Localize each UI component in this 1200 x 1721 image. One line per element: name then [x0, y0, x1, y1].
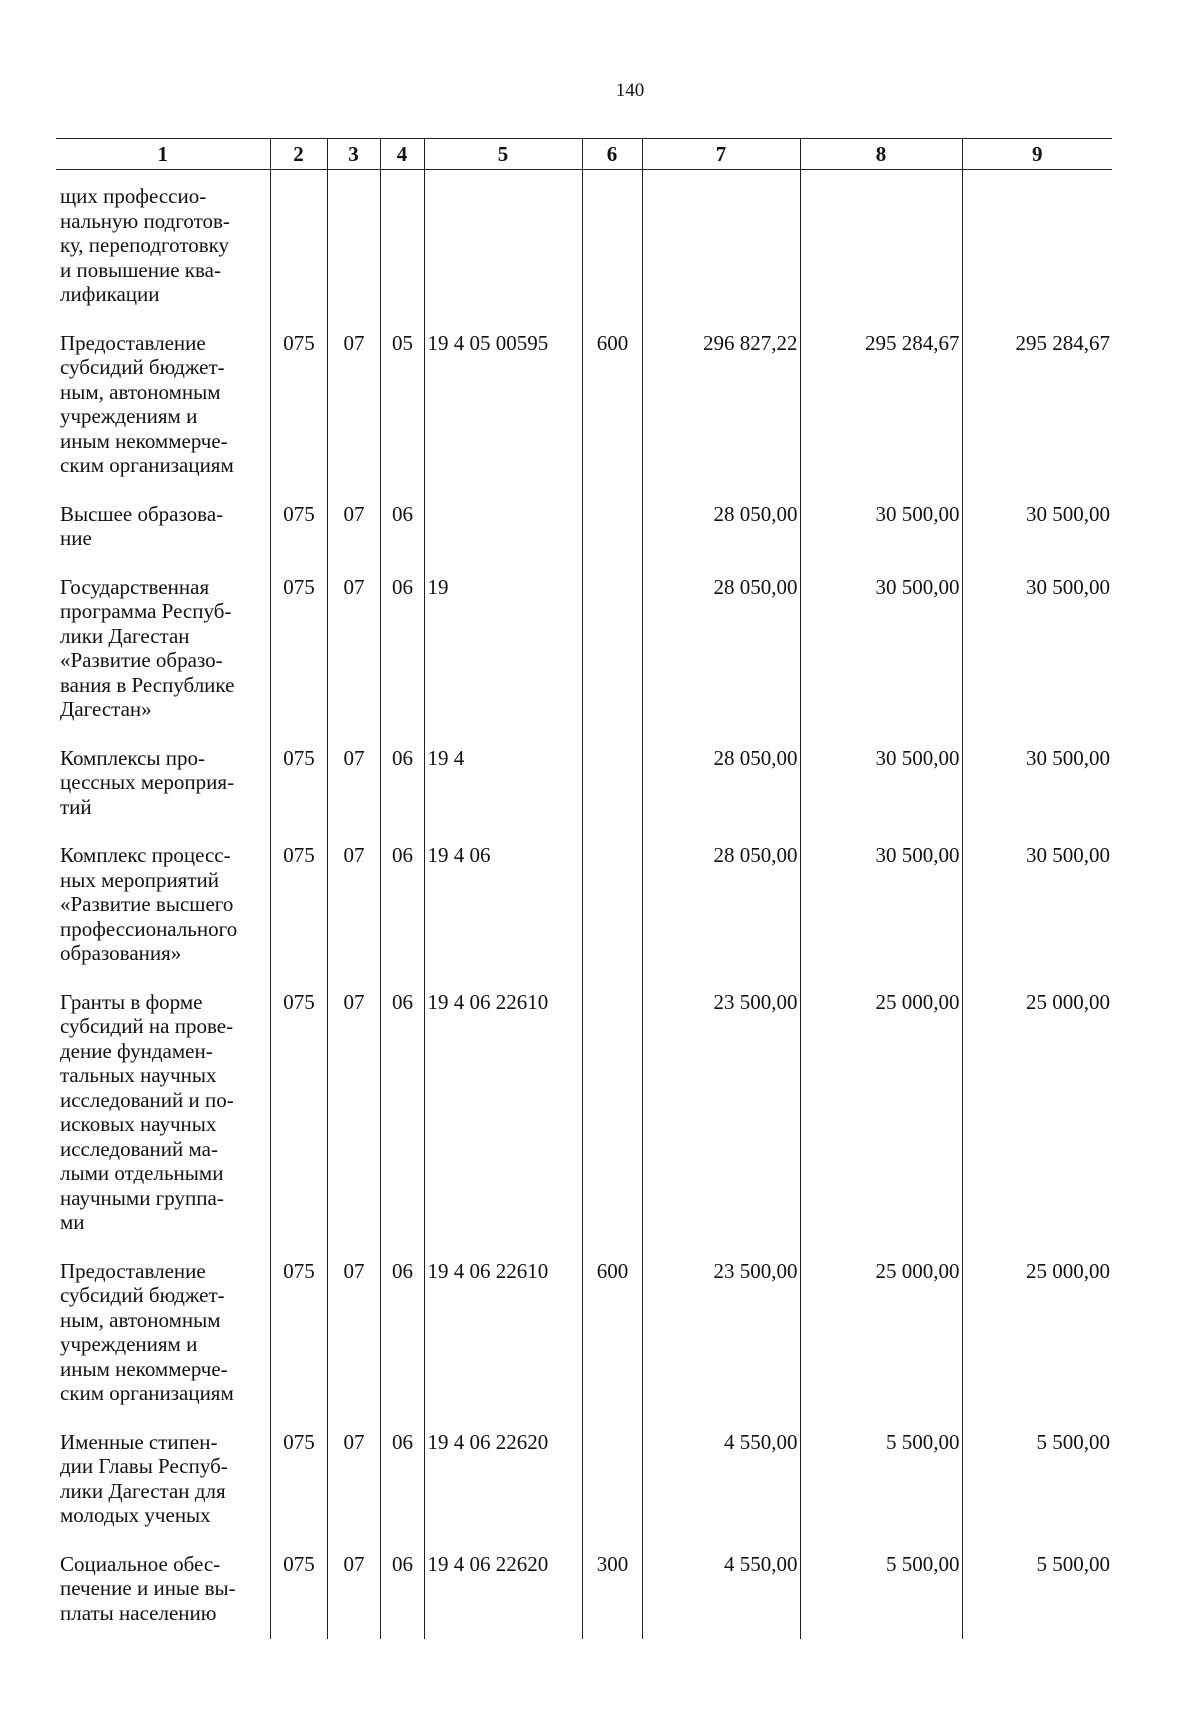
ministry-code-cell: 075: [270, 986, 327, 1255]
ministry-code-cell: 075: [270, 498, 327, 571]
amount-col9-cell: 5 500,00: [962, 1548, 1112, 1640]
table-row: [56, 498, 1112, 571]
subsection-code-cell: [380, 170, 424, 327]
table-row: [56, 742, 1112, 840]
table-row: [56, 327, 1112, 498]
column-header: 8: [800, 139, 962, 170]
amount-col8-cell: 25 000,00: [800, 1255, 962, 1426]
amount-col8-cell: 30 500,00: [800, 498, 962, 571]
expense-type-cell: 600: [582, 1255, 642, 1426]
amount-col9-cell: 30 500,00: [962, 839, 1112, 986]
column-header: 3: [327, 139, 380, 170]
amount-col7-cell: 23 500,00: [642, 986, 800, 1255]
target-article-cell: 19: [424, 571, 582, 742]
expense-type-cell: 600: [582, 327, 642, 498]
table-row: [56, 986, 1112, 1255]
line-item-name: Гранты в форме субсидий на прове- дение фундамен- тальных научных исследований и по- исковых научных исследований ма- лыми отдельными научными группа- ми: [60, 989, 234, 1234]
subsection-code-cell: 06: [380, 839, 424, 986]
subsection-code-cell: 06: [380, 571, 424, 742]
amount-col8-cell: 295 284,67: [800, 327, 962, 498]
table-body: [56, 170, 1112, 1640]
subsection-code-cell: 05: [380, 327, 424, 498]
amount-col8-cell: 30 500,00: [800, 571, 962, 742]
expense-type-cell: [582, 498, 642, 571]
section-code-cell: 07: [327, 1255, 380, 1426]
expense-type-cell: 300: [582, 1548, 642, 1640]
section-code-cell: 07: [327, 986, 380, 1255]
amount-col7-cell: 28 050,00: [642, 742, 800, 840]
expense-type-cell: [582, 1426, 642, 1548]
amount-col8-cell: 5 500,00: [800, 1548, 962, 1640]
line-item-name: Предоставление субсидий бюджет- ным, автономным учреждениям и иным некоммерче- ским организациям: [60, 330, 234, 477]
amount-col9-cell: 5 500,00: [962, 1426, 1112, 1548]
column-header: 2: [270, 139, 327, 170]
ministry-code-cell: [270, 170, 327, 327]
amount-col7-cell: 28 050,00: [642, 498, 800, 571]
amount-col7-cell: 4 550,00: [642, 1426, 800, 1548]
subsection-code-cell: 06: [380, 498, 424, 571]
table-row: [56, 571, 1112, 742]
expense-type-cell: [582, 986, 642, 1255]
section-code-cell: 07: [327, 498, 380, 571]
page-number: 140: [615, 80, 645, 101]
subsection-code-cell: 06: [380, 986, 424, 1255]
target-article-cell: 19 4 06 22610: [424, 1255, 582, 1426]
subsection-code-cell: 06: [380, 1255, 424, 1426]
amount-col7-cell: 296 827,22: [642, 327, 800, 498]
amount-col9-cell: 25 000,00: [962, 1255, 1112, 1426]
expense-type-cell: [582, 839, 642, 986]
line-item-name: щих профессио- нальную подготов- ку, переподготовку и повышение ква- лификации: [60, 184, 230, 306]
subsection-code-cell: 06: [380, 1548, 424, 1640]
amount-col9-cell: 30 500,00: [962, 571, 1112, 742]
target-article-cell: 19 4 06 22620: [424, 1426, 582, 1548]
ministry-code-cell: 075: [270, 742, 327, 840]
target-article-cell: 19 4: [424, 742, 582, 840]
subsection-code-cell: 06: [380, 742, 424, 840]
target-article-cell: 19 4 06: [424, 839, 582, 986]
amount-col7-cell: 28 050,00: [642, 571, 800, 742]
line-item-name: Именные стипен- дии Главы Респуб- лики Дагестан для молодых ученых: [60, 1429, 228, 1527]
column-header: 5: [424, 139, 582, 170]
ministry-code-cell: 075: [270, 1426, 327, 1548]
section-code-cell: 07: [327, 1426, 380, 1548]
column-header: 9: [962, 139, 1112, 170]
column-header: 4: [380, 139, 424, 170]
target-article-cell: 19 4 06 22610: [424, 986, 582, 1255]
amount-col8-cell: 25 000,00: [800, 986, 962, 1255]
line-item-name: Высшее образова- ние: [60, 501, 224, 550]
table-header-row: [56, 139, 1112, 170]
amount-col8-cell: 30 500,00: [800, 742, 962, 840]
amount-col9-cell: 25 000,00: [962, 986, 1112, 1255]
table-row: [56, 1548, 1112, 1640]
expense-type-cell: [582, 742, 642, 840]
amount-col7-cell: 4 550,00: [642, 1548, 800, 1640]
expense-type-cell: [582, 170, 642, 327]
amount-col9-cell: 30 500,00: [962, 742, 1112, 840]
table-row: [56, 170, 1112, 327]
section-code-cell: 07: [327, 1548, 380, 1640]
line-item-name: Комплексы про- цессных мероприя- тий: [60, 745, 235, 819]
line-item-name: Комплекс процесс- ных мероприятий «Развитие высшего профессионального образования»: [60, 843, 238, 965]
amount-col7-cell: [642, 170, 800, 327]
amount-col9-cell: [962, 170, 1112, 327]
subsection-code-cell: 06: [380, 1426, 424, 1548]
section-code-cell: [327, 170, 380, 327]
amount-col7-cell: 28 050,00: [642, 839, 800, 986]
amount-col8-cell: 5 500,00: [800, 1426, 962, 1548]
section-code-cell: 07: [327, 742, 380, 840]
line-item-name: Предоставление субсидий бюджет- ным, автономным учреждениям и иным некоммерче- ским организациям: [60, 1258, 234, 1405]
column-header: 7: [642, 139, 800, 170]
amount-col7-cell: 23 500,00: [642, 1255, 800, 1426]
section-code-cell: 07: [327, 839, 380, 986]
budget-table: [56, 138, 1112, 1639]
amount-col8-cell: [800, 170, 962, 327]
table-row: [56, 1255, 1112, 1426]
ministry-code-cell: 075: [270, 839, 327, 986]
amount-col9-cell: 295 284,67: [962, 327, 1112, 498]
column-header: 6: [582, 139, 642, 170]
target-article-cell: 19 4 05 00595: [424, 327, 582, 498]
section-code-cell: 07: [327, 327, 380, 498]
ministry-code-cell: 075: [270, 327, 327, 498]
ministry-code-cell: 075: [270, 1255, 327, 1426]
expense-type-cell: [582, 571, 642, 742]
target-article-cell: 19 4 06 22620: [424, 1548, 582, 1640]
amount-col8-cell: 30 500,00: [800, 839, 962, 986]
target-article-cell: [424, 170, 582, 327]
line-item-name: Государственная программа Респуб- лики Дагестан «Развитие образо- вания в Республике Дагестан»: [60, 574, 235, 721]
amount-col9-cell: 30 500,00: [962, 498, 1112, 571]
line-item-name: Социальное обес- печение и иные вы- платы населению: [60, 1551, 236, 1625]
ministry-code-cell: 075: [270, 1548, 327, 1640]
table-row: [56, 1426, 1112, 1548]
table-row: [56, 839, 1112, 986]
target-article-cell: [424, 498, 582, 571]
column-header: 1: [56, 139, 270, 170]
ministry-code-cell: 075: [270, 571, 327, 742]
section-code-cell: 07: [327, 571, 380, 742]
